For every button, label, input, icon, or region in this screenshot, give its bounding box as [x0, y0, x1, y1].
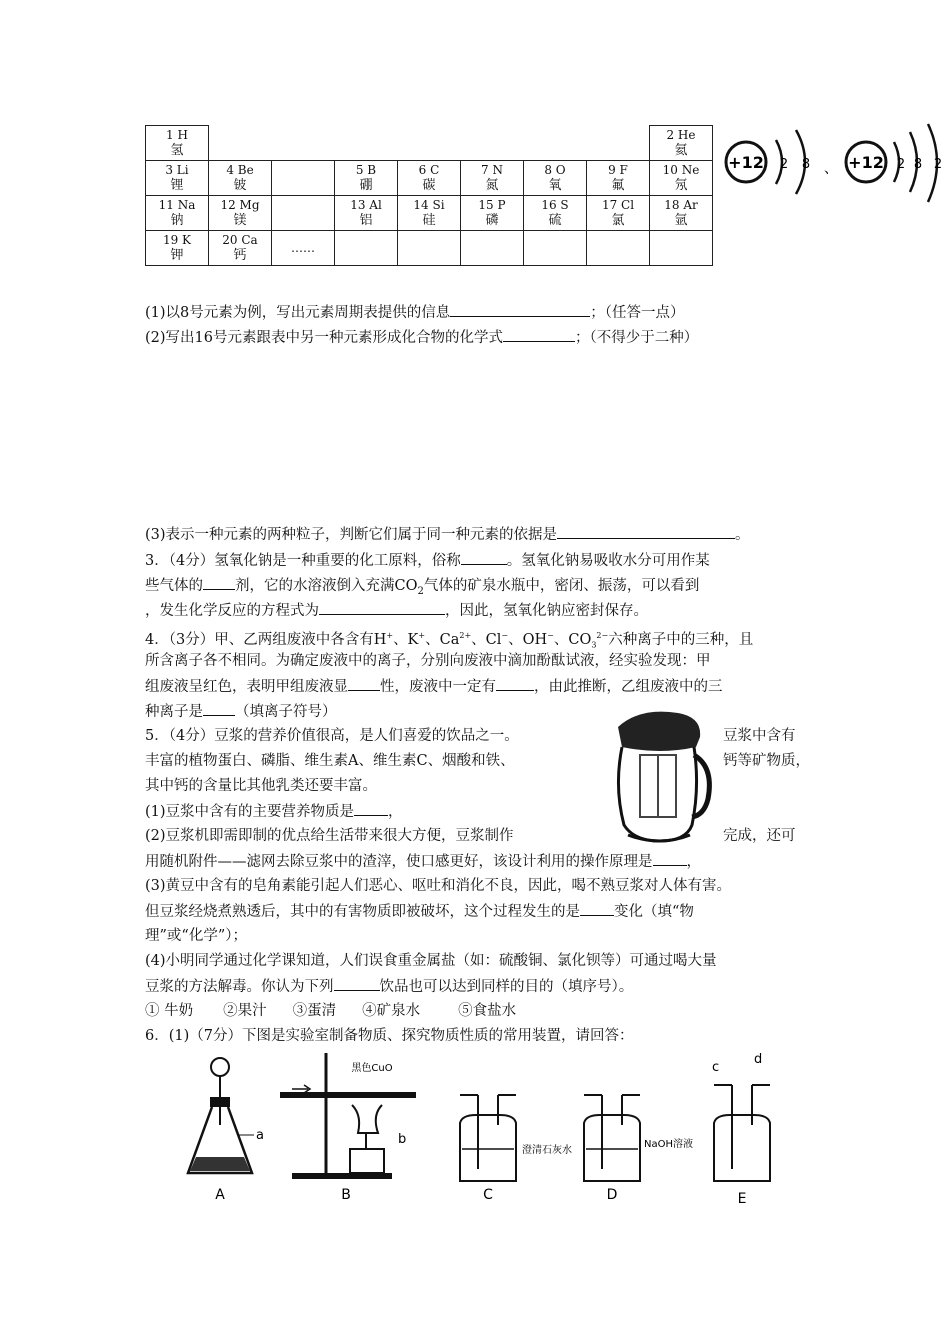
- answer-blank[interactable]: [203, 575, 235, 590]
- periodic-table-row: [146, 196, 713, 231]
- question-5-2-right: 完成，还可: [723, 828, 796, 844]
- element-cell: [398, 231, 461, 266]
- element-number-symbol: 16 S: [541, 198, 569, 212]
- alcohol-lamp-flame: [352, 1105, 382, 1133]
- answer-blank[interactable]: [580, 901, 614, 916]
- element-name: 氩: [674, 213, 688, 228]
- element-name: 氟: [611, 178, 625, 193]
- element-cell: [461, 196, 524, 231]
- question-5-4-line-2: 豆浆的方法解毒。你认为下列 饮品也可以达到同样的目的（填序号）。: [145, 976, 633, 997]
- element-name: 锂: [170, 178, 184, 193]
- question-5-2-line-2: 用随机附件——滤网去除豆浆中的渣滓，使口感更好，该设计利用的操作原理是 ，: [145, 851, 701, 872]
- answer-blank[interactable]: [653, 851, 687, 866]
- apparatus-a: [188, 1058, 264, 1203]
- question-5-options: ① 牛奶 ②果汁 ③蛋清 ④矿泉水 ⑤食盐水: [145, 1003, 517, 1019]
- element-cell: [587, 196, 650, 231]
- element-number-symbol: 12 Mg: [220, 198, 260, 212]
- rubber-stopper: [210, 1097, 230, 1107]
- label-c: c: [712, 1060, 720, 1075]
- shell-electron-count: 2: [933, 157, 943, 172]
- lab-apparatus-diagram: [180, 1045, 780, 1210]
- gas-bottle: [584, 1115, 640, 1181]
- element-cell: [650, 231, 713, 266]
- element-number-symbol: 4 Be: [226, 163, 254, 177]
- label-limewater: 澄清石灰水: [522, 1145, 572, 1156]
- shell-electron-count: 2: [896, 157, 906, 172]
- element-number-symbol: 3 Li: [165, 163, 189, 177]
- element-number-symbol: 15 P: [478, 198, 506, 212]
- element-name: 钙: [233, 248, 247, 263]
- answer-blank[interactable]: [557, 524, 735, 539]
- element-name: 氦: [674, 143, 688, 158]
- element-number-symbol: 9 F: [608, 163, 628, 177]
- element-cell: [272, 231, 335, 266]
- question-5-line-1: 5．（4分）豆浆的营养价值很高，是人们喜爱的饮品之一。: [145, 728, 519, 744]
- label-d: d: [754, 1052, 763, 1067]
- shell-electron-count: 8: [913, 157, 923, 172]
- periodic-table: [145, 125, 713, 266]
- element-name: 硼: [359, 178, 373, 193]
- label-black-cuo: 黑色CuO: [351, 1063, 393, 1074]
- element-number-symbol: ……: [291, 240, 315, 255]
- apparatus-b: [280, 1053, 416, 1203]
- element-name: 铝: [359, 213, 373, 228]
- funnel-bulb: [211, 1058, 229, 1076]
- flask-liquid: [190, 1157, 250, 1171]
- question-3-line-1: 3．（4分）氢氧化钠是一种重要的化工原料，俗称 。氢氧化钠易吸收水分可用作某: [145, 550, 710, 571]
- answer-blank[interactable]: [496, 676, 534, 691]
- shell-electron-count: 8: [801, 157, 811, 172]
- question-4-line-3: 组废液呈红色，表明甲组废液显 性，废液中一定有 ，由此推断，乙组废液中的三: [145, 676, 723, 697]
- apparatus-label: D: [606, 1187, 618, 1203]
- element-name: 氢: [170, 143, 184, 158]
- answer-blank[interactable]: [461, 550, 507, 565]
- element-number-symbol: 1 H: [166, 128, 188, 142]
- apparatus-label: C: [483, 1187, 493, 1203]
- question-5-line-3: 其中钙的含量比其他乳类还要丰富。: [145, 778, 377, 794]
- element-cell: [587, 161, 650, 196]
- question-5-line-2: 丰富的植物蛋白、磷脂、维生素A、维生素C、烟酸和铁、: [145, 753, 515, 769]
- question-5-line-1-right: 豆浆中含有: [723, 728, 796, 744]
- element-number-symbol: 20 Ca: [222, 233, 258, 247]
- periodic-table-grid: [145, 125, 713, 266]
- element-name: 硅: [422, 213, 436, 228]
- answer-blank[interactable]: [203, 701, 235, 716]
- question-5-4-line-1: (4)小明同学通过化学课知道，人们误食重金属盐（如：硫酸铜、氯化钡等）可通过喝大量: [145, 953, 717, 969]
- answer-blank[interactable]: [334, 976, 380, 991]
- element-number-symbol: 10 Ne: [662, 163, 700, 177]
- answer-blank[interactable]: [503, 327, 575, 342]
- apparatus-label: A: [215, 1187, 225, 1203]
- element-number-symbol: 7 N: [481, 163, 503, 177]
- element-cell: [209, 196, 272, 231]
- element-cell: [146, 126, 209, 161]
- machine-head: [618, 712, 700, 751]
- element-cell: [461, 231, 524, 266]
- element-cell: [272, 161, 335, 196]
- nucleus-charge: +12: [848, 153, 884, 172]
- periodic-table-row: [146, 126, 713, 161]
- apparatus-c: [460, 1095, 572, 1203]
- element-name: 氖: [674, 178, 688, 193]
- element-cell: [335, 196, 398, 231]
- element-cell: [209, 161, 272, 196]
- element-cell: [146, 231, 209, 266]
- element-name: 铍: [233, 178, 247, 193]
- element-cell: [650, 196, 713, 231]
- element-number-symbol: 5 B: [355, 163, 377, 177]
- element-cell: [335, 231, 398, 266]
- element-cell: [398, 196, 461, 231]
- element-cell: [146, 196, 209, 231]
- question-6-line-1: 6．(1)（7分）下图是实验室制备物质、探究物质性质的常用装置，请回答：: [145, 1028, 634, 1044]
- label-naoh: NaOH溶液: [644, 1139, 693, 1150]
- periodic-table-row: [146, 231, 713, 266]
- element-number-symbol: 11 Na: [158, 198, 196, 212]
- element-name: 镁: [233, 213, 247, 228]
- element-number-symbol: 6 C: [418, 163, 440, 177]
- shell-electron-count: 2: [779, 157, 789, 172]
- element-number-symbol: 13 Al: [350, 198, 382, 212]
- element-cell: [650, 126, 713, 161]
- element-name: 碳: [422, 178, 436, 193]
- apparatus-e: [712, 1052, 770, 1207]
- atom-diagram-1: [726, 130, 810, 194]
- question-5-3-line-2: 但豆浆经烧煮熟透后，其中的有害物质即被破坏，这个过程发生的是 变化（填“物: [145, 901, 694, 922]
- element-cell: [524, 161, 587, 196]
- element-cell: [524, 231, 587, 266]
- answer-blank[interactable]: [348, 676, 380, 691]
- gas-bottle: [714, 1115, 770, 1181]
- element-number-symbol: 19 K: [162, 233, 192, 247]
- element-number-symbol: 14 Si: [413, 198, 445, 212]
- question-2-1: (1)以8号元素为例，写出元素周期表提供的信息 ；（任答一点）: [145, 302, 685, 323]
- question-5-2: (2)豆浆机即需即制的优点给生活带来很大方便，豆浆制作: [145, 828, 514, 844]
- element-cell: [461, 161, 524, 196]
- soymilk-machine-image: [600, 707, 715, 845]
- atom-diagram-2: [846, 124, 942, 202]
- element-cell: [335, 161, 398, 196]
- element-cell: [398, 161, 461, 196]
- question-4-line-4: 种离子是 （填离子符号）: [145, 701, 337, 722]
- element-number-symbol: 8 O: [544, 163, 566, 177]
- periodic-table-row: [146, 161, 713, 196]
- element-cell: [650, 161, 713, 196]
- question-2-2: (2)写出16号元素跟表中另一种元素形成化合物的化学式 ；（不得少于二种）: [145, 327, 698, 348]
- answer-blank[interactable]: [450, 302, 590, 317]
- element-number-symbol: 17 Cl: [601, 198, 635, 212]
- atom-structure-diagrams: [718, 118, 950, 218]
- element-name: 硫: [548, 213, 562, 228]
- question-3-line-2: 些气体的 剂，它的水溶液倒入充满$CO_2$气体的矿泉水瓶中，密闭、振荡，可以看到: [145, 575, 699, 602]
- label-b: b: [398, 1132, 407, 1147]
- apparatus-label: E: [737, 1191, 747, 1207]
- element-cell: [146, 161, 209, 196]
- diagram-separator: 、: [824, 161, 838, 177]
- element-name: 氧: [548, 178, 562, 193]
- element-cell: [272, 196, 335, 231]
- apparatus-d: [584, 1095, 693, 1203]
- question-3-line-3: ，发生化学反应的方程式为 ，因此，氢氧化钠应密封保存。: [145, 600, 648, 621]
- element-name: 钠: [170, 213, 184, 228]
- question-5-3-line-3: 理”或“化学”）；: [145, 928, 247, 944]
- label-a: a: [256, 1128, 264, 1143]
- answer-blank[interactable]: [354, 801, 388, 816]
- gas-bottle: [460, 1115, 516, 1181]
- element-name: 钾: [170, 248, 184, 263]
- element-name: 氯: [611, 213, 625, 228]
- element-cell: [524, 196, 587, 231]
- question-2-3: (3)表示一种元素的两种粒子，判断它们属于同一种元素的依据是 。: [145, 524, 750, 545]
- answer-blank[interactable]: [319, 600, 445, 615]
- element-cell: [587, 231, 650, 266]
- question-4-line-2: 所含离子各不相同。为确定废液中的离子，分别向废液中滴加酚酞试液，经实验发现：甲: [145, 653, 711, 669]
- question-5-1: (1)豆浆中含有的主要营养物质是 ，: [145, 801, 403, 822]
- alcohol-lamp: [350, 1149, 384, 1173]
- element-number-symbol: 18 Ar: [664, 198, 698, 212]
- nucleus-charge: +12: [728, 153, 764, 172]
- question-4-line-1: 4．（3分）甲、乙两组废液中各含有H+、K+、$Ca^{2+}$、Cl−、OH−、$CO_3^{2-}$六种离子中的三种，且: [145, 631, 754, 650]
- apparatus-label: B: [341, 1187, 351, 1203]
- element-cell: [209, 231, 272, 266]
- question-5-line-2-right: 钙等矿物质，: [723, 753, 810, 769]
- element-number-symbol: 2 He: [666, 128, 696, 142]
- element-name: 磷: [485, 213, 499, 228]
- question-5-3-line-1: (3)黄豆中含有的皂角素能引起人们恶心、呕吐和消化不良，因此，喝不熟豆浆对人体有害。: [145, 878, 732, 894]
- element-name: 氮: [485, 178, 499, 193]
